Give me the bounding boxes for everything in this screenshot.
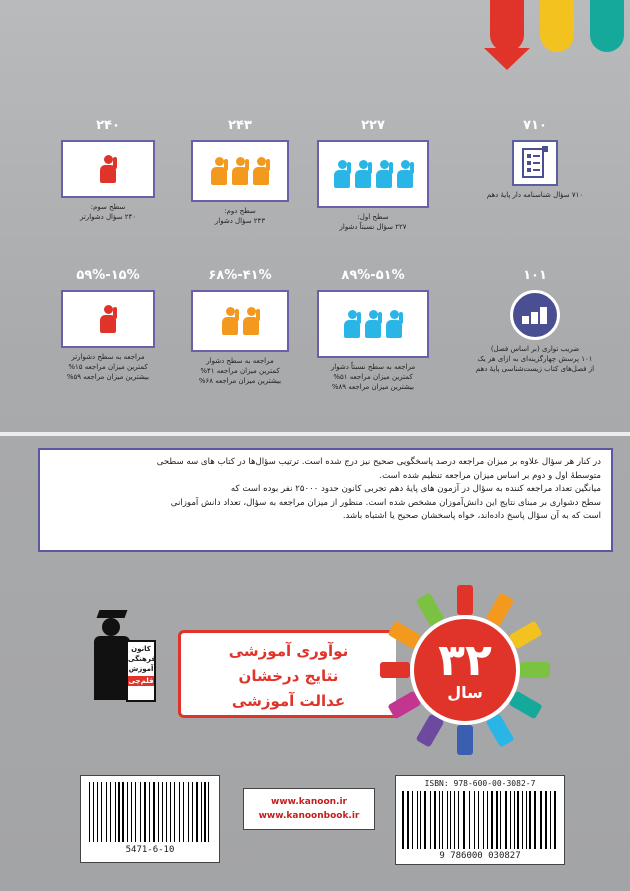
paragraph-line: میانگین تعداد مراجعه کننده به سؤال در آزمون های پایهٔ دهم تجربی کانون حدود ۲۵۰۰۰ نفر بوده است که [230, 484, 601, 494]
stat-number: ۲۴۳ [228, 118, 252, 133]
barcode-bar [554, 791, 556, 849]
barcode-bar [101, 782, 102, 842]
barcode-bar [540, 791, 542, 849]
stat-number: ۵۱%-۸۹% [341, 268, 405, 283]
stat-caption-title: مراجعه به سطح نسبتاً دشوار [330, 363, 416, 371]
barcode-bars [89, 782, 211, 842]
barcode-bar [144, 782, 146, 842]
barcode-bar [208, 782, 209, 842]
barcode-bar [158, 782, 159, 842]
stat-caption-detail: کمترین میزان مراجعه ۱۵% [68, 363, 148, 371]
bar-chart-icon [510, 290, 560, 340]
teal-arrow-icon [590, 0, 624, 52]
barcode-bar [550, 791, 551, 849]
barcode-bar [478, 791, 479, 849]
stat-caption-detail: از فصل‌های کتاب زیست‌شناسی پایهٔ دهم [475, 365, 595, 373]
barcode-bar [166, 782, 167, 842]
barcode-bar [174, 782, 175, 842]
stat-caption-title: ضریب تواری (بر اساس فصل) [490, 345, 580, 353]
stat-caption: ۷۱۰ سؤال شناسنامه دار پایهٔ دهم [486, 191, 584, 199]
book-ray-icon [520, 662, 550, 678]
stat-caption-title: سطح سوم: [90, 203, 126, 211]
stat-caption-title: مراجعه به سطح دشوار [206, 357, 274, 365]
stat-caption-detail: بیشترین میزان مراجعه ۵۹% [66, 373, 150, 381]
barcode-bar [122, 782, 124, 842]
slogan-line: عدالت آموزشی [231, 692, 346, 710]
book-ray-icon [457, 725, 473, 755]
stat-referral-level-3 [60, 268, 156, 382]
barcode-bar [201, 782, 202, 842]
barcode-bar [491, 791, 493, 849]
stat-referral-level-2 [190, 268, 290, 386]
barcode-bar [402, 791, 404, 849]
book-ray-icon [380, 662, 410, 678]
badge-word: سال [447, 683, 483, 702]
stat-caption-title: سطح اول: [357, 213, 389, 221]
barcode-bar [170, 782, 171, 842]
barcode-bar [412, 791, 413, 849]
slogan-line: نتایج درخشان [238, 667, 339, 685]
barcode-bar [196, 782, 198, 842]
barcode-bar [153, 782, 155, 842]
stat-caption-detail: ۲۲۷ سؤال نسبتاً دشوار [339, 223, 407, 231]
barcode-bar [487, 791, 488, 849]
barcode-bar [474, 791, 475, 849]
description-paragraph [38, 448, 613, 552]
people-group-cyan-icon [317, 290, 429, 358]
yellow-arrow-icon [540, 0, 574, 52]
barcode-bar [483, 791, 484, 849]
logo-text: کانون [131, 645, 151, 653]
stat-caption-detail: ۱۰۱ پرسش چهارگزینه‌ای به ازای هر یک [477, 355, 593, 363]
kanoon-logo [88, 600, 168, 720]
barcode-bar [505, 791, 507, 849]
barcode-bar [496, 791, 498, 849]
logo-text: فرهنگی [128, 655, 156, 663]
stat-number: ۲۲۷ [361, 118, 385, 133]
website-link[interactable]: www.kanoon.ir [271, 797, 347, 807]
barcode-bar [442, 791, 443, 849]
barcode-bar [127, 782, 128, 842]
barcode-bar [89, 782, 90, 842]
barcode-bar [118, 782, 119, 842]
barcode-bar [450, 791, 451, 849]
stat-level-2 [190, 118, 290, 226]
barcode-bar [97, 782, 98, 842]
isbn-label: ISBN: 978-600-00-3082-7 [424, 779, 536, 788]
people-group-orange-icon [191, 140, 289, 202]
stat-caption-detail: ۲۴۰ سؤال دشوارتر [80, 213, 136, 221]
barcode-bar [522, 791, 523, 849]
paragraph-line: است که به آن سؤال پاسخ داده‌اند، خواه پاسخشان صحیح یا اشتباه باشد. [342, 511, 601, 521]
stat-level-1 [316, 118, 430, 232]
barcode-bar [463, 791, 464, 849]
barcode-bar [545, 791, 546, 849]
isbn-digits: 9 786000 030827 [439, 851, 521, 861]
barcode-bar [407, 791, 409, 849]
stat-caption-title: مراجعه به سطح دشوارتر [71, 353, 145, 361]
barcode-bar [534, 791, 535, 849]
barcode-bar [529, 791, 531, 849]
paragraph-line: متوسطهٔ اول و دوم بر اساس میزان مراجعه تنظیم شده است. [379, 470, 601, 481]
barcode-bar [149, 782, 150, 842]
slogan-line: نوآوری آموزشی [228, 642, 349, 660]
people-group-cyan-icon [317, 140, 429, 208]
stat-total-questions [470, 118, 600, 200]
barcode-bar [434, 791, 436, 849]
badge-number: ۳۲ [438, 635, 492, 686]
stat-referral-level-1 [316, 268, 430, 392]
barcode-bar [140, 782, 141, 842]
stat-caption-detail: کمترین میزان مراجعه ۵۱% [333, 373, 413, 381]
barcode-bar [135, 782, 137, 842]
barcode-bar [454, 791, 455, 849]
stat-number: ۱۵%-۵۹% [76, 268, 140, 283]
paragraph-line: سطح دشواری بر مبنای نتایج این دانش‌آموزان مشخص شده است. منظور از میزان مراجعه به سؤال، تعداد دانش آموزانی [170, 497, 601, 508]
barcode-bar [162, 782, 163, 842]
barcode-bar [110, 782, 111, 842]
stat-number: ۴۱%-۶۸% [208, 268, 272, 283]
barcode-bar [192, 782, 193, 842]
checklist-icon [512, 140, 558, 186]
red-arrow-icon [490, 0, 524, 52]
website-link[interactable]: www.kanoonbook.ir [258, 811, 360, 821]
book-ray-icon [457, 585, 473, 615]
graduate-figure-icon [94, 636, 130, 700]
divider [0, 432, 630, 436]
barcode-bar [417, 791, 418, 849]
barcode-label: 5471-6-10 [125, 845, 175, 855]
stat-coefficient [460, 268, 610, 374]
barcode-bar [514, 791, 515, 849]
barcode-bar [183, 782, 184, 842]
barcode-bar [510, 791, 511, 849]
stat-caption-title: سطح دوم: [224, 207, 256, 215]
slogan-box [178, 630, 396, 718]
barcode-bar [430, 791, 431, 849]
barcode-bar [420, 791, 421, 849]
stat-number: ۱۰۱ [523, 268, 547, 283]
stat-caption-detail: ۲۴۳ سؤال دشوار [214, 217, 266, 225]
barcode-bar [517, 791, 519, 849]
stat-number: ۲۴۰ [96, 118, 120, 133]
barcode-bar [115, 782, 116, 842]
logo-text: قلم‌چی [128, 677, 154, 685]
barcode-bar [500, 791, 501, 849]
barcode-bar [188, 782, 189, 842]
person-red-icon [61, 290, 155, 348]
barcode-bar [458, 791, 460, 849]
website-box [243, 788, 375, 830]
barcode-bar [439, 791, 440, 849]
barcode-bar [204, 782, 205, 842]
badge-core [410, 615, 520, 725]
logo-tag [126, 640, 156, 702]
decorative-arrows [490, 0, 630, 80]
stat-caption-detail: بیشترین میزان مراجعه ۸۹% [331, 383, 415, 391]
isbn-barcode [395, 775, 565, 865]
people-group-orange-icon [191, 290, 289, 352]
stat-caption-detail: کمترین میزان مراجعه ۴۱% [200, 367, 280, 375]
internal-barcode [80, 775, 220, 863]
barcode-bar [106, 782, 107, 842]
barcode-bar [131, 782, 132, 842]
person-red-icon [61, 140, 155, 198]
barcode-bar [447, 791, 448, 849]
stat-number: ۷۱۰ [523, 118, 547, 133]
barcode-bar [179, 782, 180, 842]
graduation-cap-icon [97, 610, 128, 618]
logo-text: آموزش [128, 665, 154, 673]
barcode-bar [469, 791, 471, 849]
stat-level-3 [60, 118, 156, 222]
barcode-bar [424, 791, 426, 849]
barcode-bars [402, 791, 558, 849]
barcode-bar [526, 791, 527, 849]
paragraph-line: در کنار هر سؤال علاوه بر میزان مراجعه درصد پاسخگویی صحیح نیز درج شده است. ترتیب سؤال‌ها در کتاب های سه سطحی [156, 457, 601, 467]
barcode-bar [93, 782, 94, 842]
anniversary-badge [380, 585, 550, 755]
stat-caption-detail: بیشترین میزان مراجعه ۶۸% [198, 377, 282, 385]
